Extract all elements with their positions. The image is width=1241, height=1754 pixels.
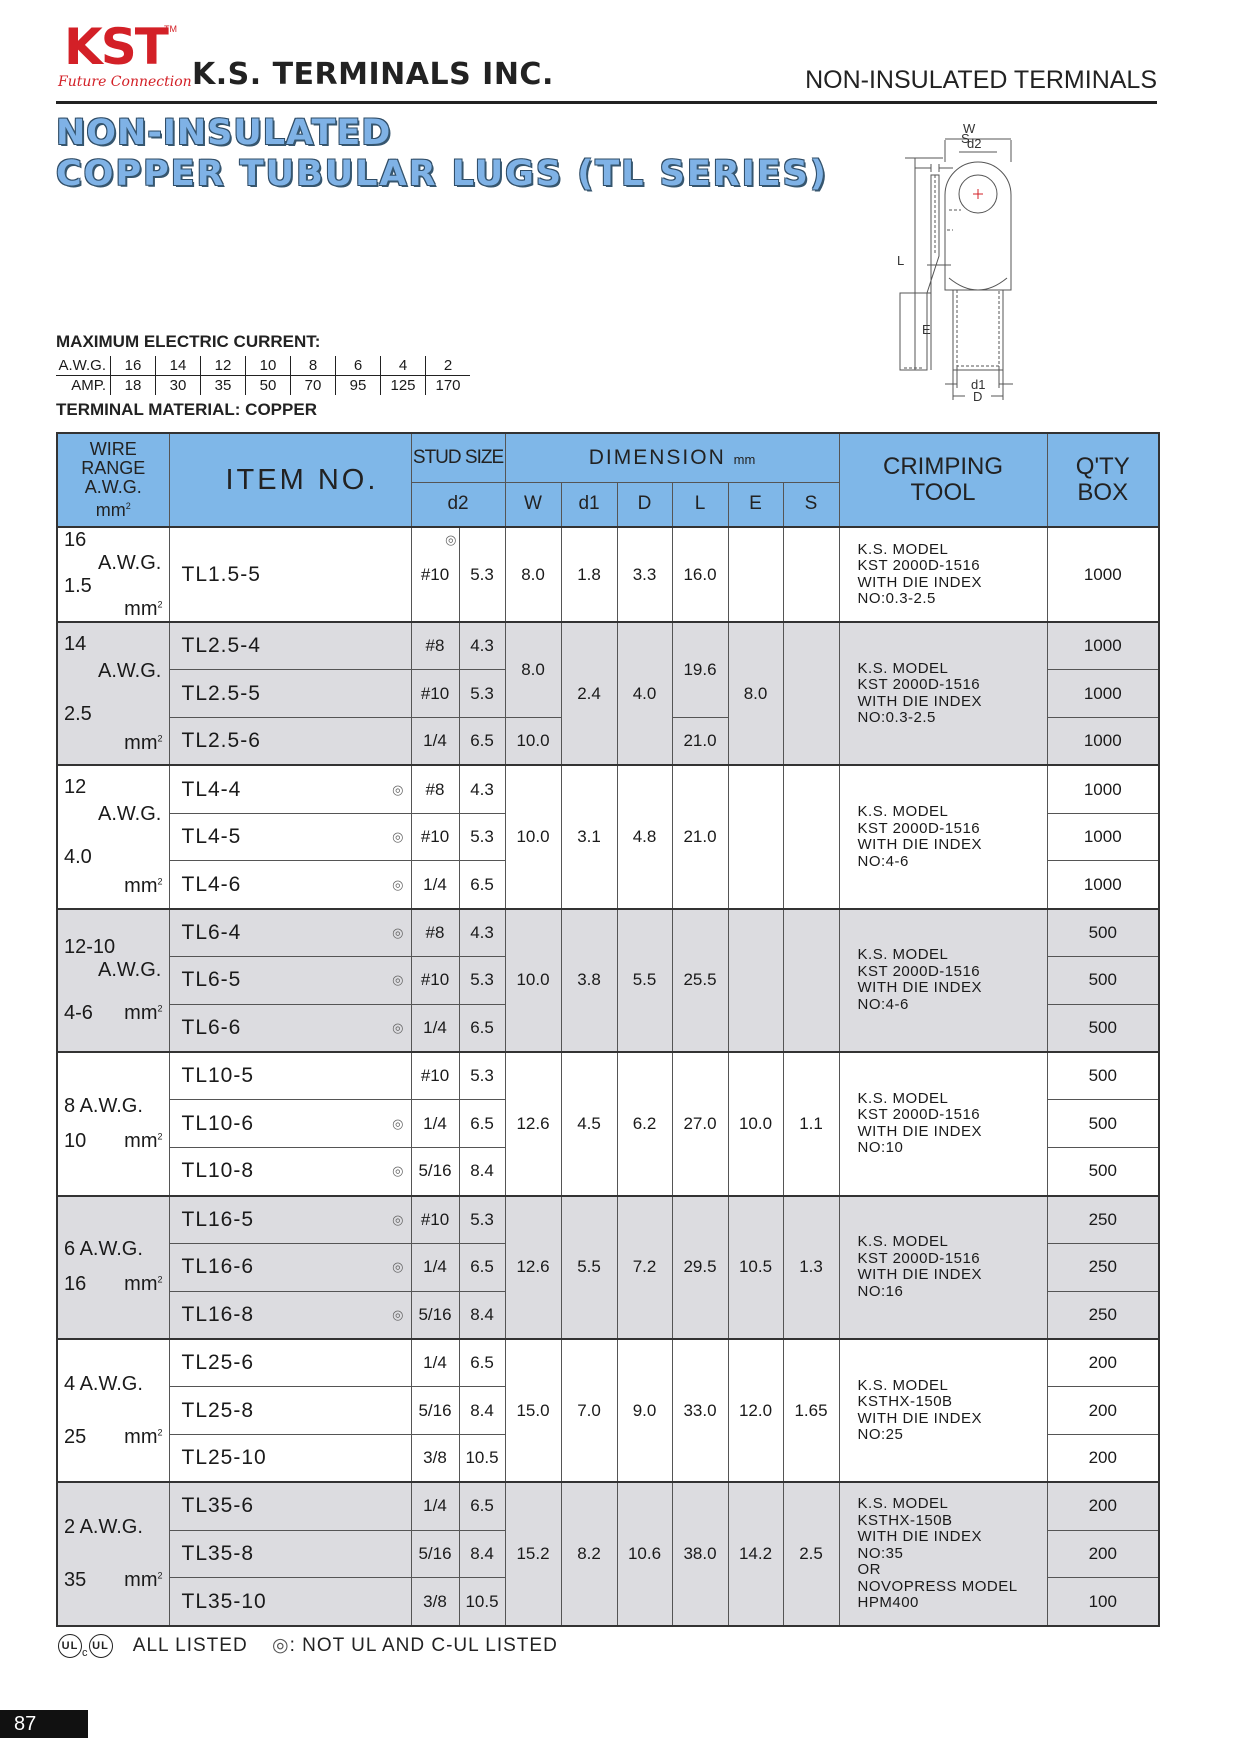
- l-cell: 27.0: [672, 1052, 728, 1195]
- amp-value: 95: [336, 376, 381, 396]
- header-rule: [56, 101, 1157, 104]
- d2-cell: 5.3: [459, 1196, 505, 1244]
- header-e: E: [728, 482, 783, 527]
- stud-size-cell: #8: [411, 909, 459, 957]
- diagram-label-l: L: [897, 253, 905, 268]
- l-cell: 33.0: [672, 1339, 728, 1482]
- awg-value: 12: [201, 356, 246, 376]
- header-crimping-tool: CRIMPING TOOL: [839, 433, 1047, 527]
- amp-value: 18: [111, 376, 156, 396]
- qty-cell: 1000: [1047, 718, 1159, 766]
- qty-cell: 250: [1047, 1196, 1159, 1244]
- awg-value: 6: [336, 356, 381, 376]
- header-wire-range: WIRE RANGE A.W.G. $mm^2$: [57, 433, 169, 527]
- wire-range-cell: 6 A.W.G. 16 $mm^2$: [57, 1196, 169, 1339]
- stud-size-cell: 1/4: [411, 1243, 459, 1291]
- awg-row-label: A.W.G.: [56, 356, 111, 376]
- s-cell: 1.3: [783, 1196, 839, 1339]
- stud-size-cell: #10: [411, 1052, 459, 1100]
- s-cell: [783, 765, 839, 908]
- e-cell: [728, 527, 783, 622]
- not-listed-mark-icon: ◎: [271, 1635, 290, 1657]
- lug-dimension-diagram: [895, 121, 1145, 410]
- amp-value: 170: [426, 376, 471, 396]
- stud-size-cell: ◎ #10: [411, 527, 459, 622]
- e-cell: 14.2: [728, 1482, 783, 1625]
- max-current-label: MAXIMUM ELECTRIC CURRENT:: [56, 332, 321, 351]
- not-listed-mark-icon: ◎: [392, 1020, 405, 1036]
- qty-cell: 1000: [1047, 622, 1159, 670]
- table-row: [57, 1052, 1159, 1100]
- awg-value: 4: [381, 356, 426, 376]
- d1-cell: 3.1: [561, 765, 617, 908]
- item-no-cell: TL35-8: [169, 1530, 411, 1578]
- d-cell: 4.0: [617, 622, 672, 765]
- awg-value: 2: [426, 356, 471, 376]
- header-w: W: [505, 482, 561, 527]
- d1-cell: 3.8: [561, 909, 617, 1052]
- not-listed-mark-icon: ◎: [392, 876, 405, 892]
- diagram-label-s: S: [961, 131, 970, 146]
- w-cell: 12.6: [505, 1196, 561, 1339]
- d2-cell: 6.5: [459, 718, 505, 766]
- table-row: [57, 622, 1159, 670]
- w-cell: 15.2: [505, 1482, 561, 1625]
- not-listed-mark-icon: ◎: [392, 1306, 405, 1322]
- d1-cell: 2.4: [561, 622, 617, 765]
- e-cell: [728, 765, 783, 908]
- stud-size-cell: 5/16: [411, 1387, 459, 1435]
- item-no-cell: TL2.5-5: [169, 670, 411, 718]
- not-listed-mark-icon: ◎: [392, 1115, 405, 1131]
- item-no-cell: TL4-6 ◎: [169, 861, 411, 909]
- header-l: L: [672, 482, 728, 527]
- qty-cell: 200: [1047, 1339, 1159, 1387]
- item-no-cell: TL25-10: [169, 1435, 411, 1483]
- qty-cell: 500: [1047, 1052, 1159, 1100]
- stud-size-cell: #10: [411, 670, 459, 718]
- d1-cell: 4.5: [561, 1052, 617, 1195]
- e-cell: 12.0: [728, 1339, 783, 1482]
- item-no-cell: TL16-5 ◎: [169, 1196, 411, 1244]
- item-no-cell: TL35-10: [169, 1578, 411, 1626]
- item-no-cell: TL25-6: [169, 1339, 411, 1387]
- crimping-tool-cell: K.S. MODEL KST 2000D-1516 WITH DIE INDEX NO:10: [839, 1052, 1047, 1195]
- cul-c-mark: c: [82, 1646, 89, 1659]
- item-no-cell: TL25-8: [169, 1387, 411, 1435]
- amp-row-label: AMP.: [71, 377, 106, 394]
- item-no-cell: TL4-4 ◎: [169, 765, 411, 813]
- item-no-cell: TL10-8 ◎: [169, 1148, 411, 1196]
- page-number: 87: [0, 1710, 88, 1738]
- qty-cell: 1000: [1047, 813, 1159, 861]
- not-listed-mark-icon: ◎: [392, 972, 405, 988]
- item-no-cell: TL4-5 ◎: [169, 813, 411, 861]
- table-row: [57, 527, 1159, 622]
- d-cell: 3.3: [617, 527, 672, 622]
- logo-trademark: TM: [164, 24, 177, 34]
- d2-cell: 6.5: [459, 1243, 505, 1291]
- wire-range-cell: 8 A.W.G. 10 $mm^2$: [57, 1052, 169, 1195]
- d-cell: 4.8: [617, 765, 672, 908]
- wire-range-cell: 12-10 A.W.G. 4-6 $mm^2$: [57, 909, 169, 1052]
- e-cell: 10.0: [728, 1052, 783, 1195]
- d-cell: 9.0: [617, 1339, 672, 1482]
- not-listed-mark-icon: ◎: [392, 1163, 405, 1179]
- w-cell: 8.0: [505, 622, 561, 718]
- stud-size-cell: 5/16: [411, 1530, 459, 1578]
- d-cell: 10.6: [617, 1482, 672, 1625]
- header-d: D: [617, 482, 672, 527]
- crimping-tool-cell: K.S. MODEL KSTHX-150B WITH DIE INDEX NO:35 OR NOVOPRESS MODEL HPM400: [839, 1482, 1047, 1625]
- diagram-label-w: W: [963, 121, 976, 136]
- qty-cell: 1000: [1047, 861, 1159, 909]
- stud-size-cell: #10: [411, 813, 459, 861]
- qty-cell: 500: [1047, 1100, 1159, 1148]
- d-cell: 6.2: [617, 1052, 672, 1195]
- current-table: [56, 356, 470, 395]
- stud-size-cell: 5/16: [411, 1148, 459, 1196]
- diagram-label-d1: d1: [971, 377, 986, 392]
- amp-value: 70: [291, 376, 336, 396]
- d2-cell: 6.5: [459, 1339, 505, 1387]
- awg-value: 10: [246, 356, 291, 376]
- w-cell: 8.0: [505, 527, 561, 622]
- not-listed-mark-icon: ◎: [392, 1211, 405, 1227]
- l-cell: 21.0: [672, 718, 728, 766]
- qty-cell: 500: [1047, 1148, 1159, 1196]
- wire-range-cell: 2 A.W.G. 35 $mm^2$: [57, 1482, 169, 1625]
- cul-listed-icon: UL: [89, 1634, 113, 1658]
- s-cell: [783, 527, 839, 622]
- l-cell: 21.0: [672, 765, 728, 908]
- qty-cell: 500: [1047, 957, 1159, 1005]
- table-row: [57, 1482, 1159, 1530]
- awg-value: 14: [156, 356, 201, 376]
- legend: [58, 1634, 558, 1659]
- not-listed-mark-icon: ◎: [392, 781, 405, 797]
- d1-cell: 7.0: [561, 1339, 617, 1482]
- page-title-line1: NON-INSULATED: [56, 113, 392, 153]
- kst-logo: KST: [64, 18, 167, 76]
- d2-cell: 8.4: [459, 1148, 505, 1196]
- material-label: TERMINAL MATERIAL: COPPER: [56, 400, 317, 419]
- crimping-tool-cell: K.S. MODEL KST 2000D-1516 WITH DIE INDEX NO:0.3-2.5: [839, 527, 1047, 622]
- qty-cell: 200: [1047, 1435, 1159, 1483]
- item-no-cell: TL2.5-4: [169, 622, 411, 670]
- d2-cell: 4.3: [459, 765, 505, 813]
- category-title: NON-INSULATED TERMINALS: [805, 66, 1157, 94]
- item-no-cell: TL2.5-6: [169, 718, 411, 766]
- stud-size-cell: 1/4: [411, 861, 459, 909]
- qty-cell: 500: [1047, 909, 1159, 957]
- w-cell: 15.0: [505, 1339, 561, 1482]
- d1-cell: 8.2: [561, 1482, 617, 1625]
- d2-cell: 5.3: [459, 1052, 505, 1100]
- w-cell: 10.0: [505, 718, 561, 766]
- wire-range-cell: 12 A.W.G. 4.0 $mm^2$: [57, 765, 169, 908]
- awg-value: 8: [291, 356, 336, 376]
- d-cell: 5.5: [617, 909, 672, 1052]
- table-row: [57, 1196, 1159, 1244]
- amp-value: 125: [381, 376, 426, 396]
- l-cell: 29.5: [672, 1196, 728, 1339]
- d1-cell: 1.8: [561, 527, 617, 622]
- amp-value: 35: [201, 376, 246, 396]
- d2-cell: 10.5: [459, 1578, 505, 1626]
- header-stud-size: STUD SIZE: [411, 433, 505, 482]
- stud-size-cell: 1/4: [411, 1339, 459, 1387]
- qty-cell: 200: [1047, 1482, 1159, 1530]
- l-cell: 16.0: [672, 527, 728, 622]
- d2-cell: 8.4: [459, 1530, 505, 1578]
- s-cell: 1.65: [783, 1339, 839, 1482]
- product-table: [56, 432, 1160, 1627]
- crimping-tool-cell: K.S. MODEL KSTHX-150B WITH DIE INDEX NO:25: [839, 1339, 1047, 1482]
- crimping-tool-cell: K.S. MODEL KST 2000D-1516 WITH DIE INDEX NO:0.3-2.5: [839, 622, 1047, 765]
- header-s: S: [783, 482, 839, 527]
- table-row: [57, 765, 1159, 813]
- d1-cell: 5.5: [561, 1196, 617, 1339]
- qty-cell: 1000: [1047, 765, 1159, 813]
- table-row: [57, 909, 1159, 957]
- diagram-label-e: E: [922, 322, 931, 337]
- d2-cell: 6.5: [459, 861, 505, 909]
- crimping-tool-cell: K.S. MODEL KST 2000D-1516 WITH DIE INDEX NO:4-6: [839, 765, 1047, 908]
- l-cell: 19.6: [672, 622, 728, 718]
- stud-size-cell: 1/4: [411, 1004, 459, 1052]
- d2-cell: 5.3: [459, 813, 505, 861]
- wire-range-cell: 16 A.W.G. 1.5 $mm^2$: [57, 527, 169, 622]
- header-item-no: ITEM NO.: [169, 433, 411, 527]
- d2-cell: 8.4: [459, 1291, 505, 1339]
- item-no-cell: TL10-5: [169, 1052, 411, 1100]
- stud-size-cell: #8: [411, 622, 459, 670]
- s-cell: [783, 909, 839, 1052]
- s-cell: [783, 622, 839, 765]
- e-cell: 8.0: [728, 622, 783, 765]
- amp-value: 30: [156, 376, 201, 396]
- ul-listed-icon: UL: [58, 1634, 82, 1658]
- item-no-cell: TL6-5 ◎: [169, 957, 411, 1005]
- w-cell: 10.0: [505, 909, 561, 1052]
- table-row: [57, 1339, 1159, 1387]
- company-name: K.S. TERMINALS INC.: [192, 57, 554, 92]
- wire-range-cell: 14 A.W.G. 2.5 $mm^2$: [57, 622, 169, 765]
- s-cell: 2.5: [783, 1482, 839, 1625]
- header-d2: d2: [411, 482, 505, 527]
- d2-cell: 6.5: [459, 1482, 505, 1530]
- e-cell: [728, 909, 783, 1052]
- diagram-label-d: D: [973, 389, 983, 404]
- item-no-cell: TL6-6 ◎: [169, 1004, 411, 1052]
- tagline: Future Connection: [58, 74, 192, 90]
- item-no-cell: TL35-6: [169, 1482, 411, 1530]
- item-no-cell: TL1.5-5: [169, 527, 411, 622]
- d2-cell: 5.3: [459, 670, 505, 718]
- d2-cell: 6.5: [459, 1004, 505, 1052]
- stud-size-cell: 3/8: [411, 1435, 459, 1483]
- qty-cell: 200: [1047, 1530, 1159, 1578]
- stud-size-cell: 5/16: [411, 1291, 459, 1339]
- not-listed-mark-icon: ◎: [392, 1259, 405, 1275]
- wire-range-cell: 4 A.W.G. 25 $mm^2$: [57, 1339, 169, 1482]
- stud-size-cell: 1/4: [411, 1482, 459, 1530]
- d2-cell: 5.3: [459, 957, 505, 1005]
- qty-cell: 100: [1047, 1578, 1159, 1626]
- crimping-tool-cell: K.S. MODEL KST 2000D-1516 WITH DIE INDEX NO:16: [839, 1196, 1047, 1339]
- stud-size-cell: 1/4: [411, 1100, 459, 1148]
- all-listed-text: ALL LISTED: [132, 1635, 248, 1657]
- qty-cell: 250: [1047, 1243, 1159, 1291]
- item-no-cell: TL16-8 ◎: [169, 1291, 411, 1339]
- w-cell: 12.6: [505, 1052, 561, 1195]
- qty-cell: 1000: [1047, 670, 1159, 718]
- amp-value: 50: [246, 376, 291, 396]
- crimping-tool-cell: K.S. MODEL KST 2000D-1516 WITH DIE INDEX NO:4-6: [839, 909, 1047, 1052]
- d2-cell: 6.5: [459, 1100, 505, 1148]
- stud-size-cell: 3/8: [411, 1578, 459, 1626]
- qty-cell: 1000: [1047, 527, 1159, 622]
- d-cell: 7.2: [617, 1196, 672, 1339]
- not-listed-mark-icon: ◎: [392, 829, 405, 845]
- l-cell: 38.0: [672, 1482, 728, 1625]
- diagram-label-d2: d2: [967, 136, 982, 151]
- item-no-cell: TL6-4 ◎: [169, 909, 411, 957]
- stud-size-cell: 1/4: [411, 718, 459, 766]
- s-cell: 1.1: [783, 1052, 839, 1195]
- stud-size-cell: #10: [411, 1196, 459, 1244]
- e-cell: 10.5: [728, 1196, 783, 1339]
- d2-cell: 4.3: [459, 909, 505, 957]
- stud-size-cell: #8: [411, 765, 459, 813]
- header-d1: d1: [561, 482, 617, 527]
- d2-cell: 8.4: [459, 1387, 505, 1435]
- not-listed-mark-icon: ◎: [445, 532, 457, 547]
- l-cell: 25.5: [672, 909, 728, 1052]
- awg-value: 16: [111, 356, 156, 376]
- not-listed-text: : NOT UL AND C-UL LISTED: [289, 1635, 558, 1657]
- page-title-line2: COPPER TUBULAR LUGS (TL SERIES): [56, 154, 828, 194]
- qty-cell: 250: [1047, 1291, 1159, 1339]
- d2-cell: 10.5: [459, 1435, 505, 1483]
- qty-cell: 500: [1047, 1004, 1159, 1052]
- header-qty-box: Q'TY BOX: [1047, 433, 1159, 527]
- item-no-cell: TL16-6 ◎: [169, 1243, 411, 1291]
- d2-cell: 4.3: [459, 622, 505, 670]
- qty-cell: 200: [1047, 1387, 1159, 1435]
- stud-size-cell: #10: [411, 957, 459, 1005]
- header-dimension: DIMENSION mm: [505, 433, 839, 482]
- d2-cell: 5.3: [459, 527, 505, 622]
- w-cell: 10.0: [505, 765, 561, 908]
- item-no-cell: TL10-6 ◎: [169, 1100, 411, 1148]
- not-listed-mark-icon: ◎: [392, 924, 405, 940]
